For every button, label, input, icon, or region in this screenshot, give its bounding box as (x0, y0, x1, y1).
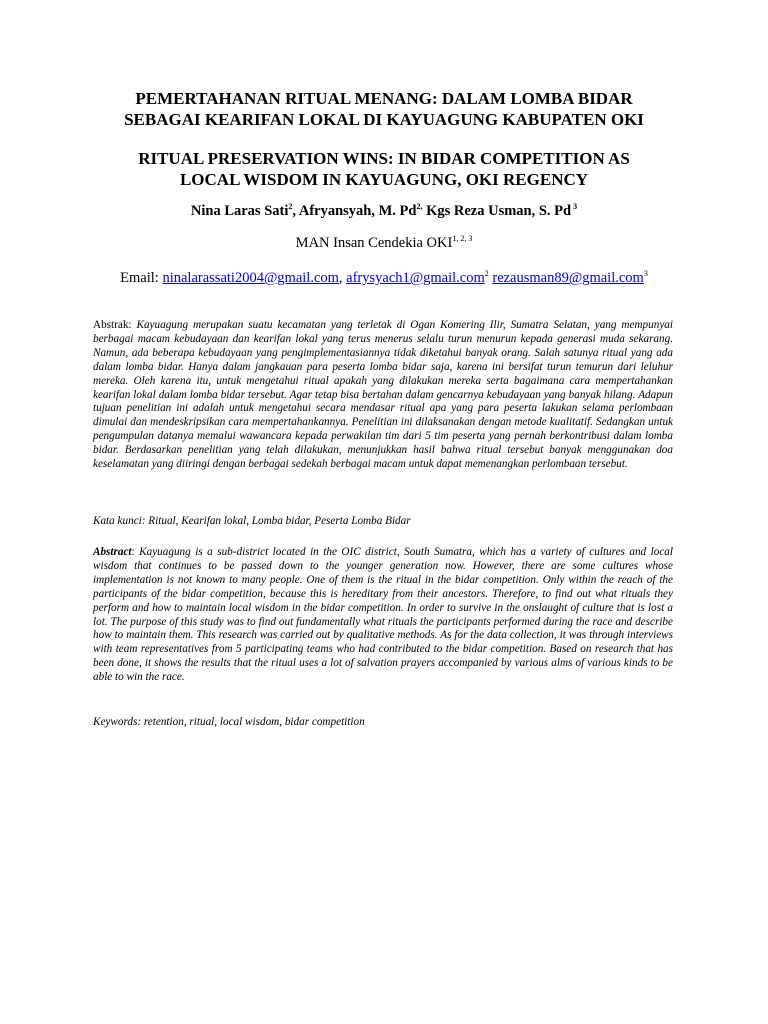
email-separator-1: , (338, 270, 347, 286)
affiliation-sup: 1, 2, 3 (452, 234, 473, 244)
email-label: Email: (120, 270, 163, 286)
keywords: Keywords: retention, ritual, local wisdom, bidar competition (93, 716, 365, 728)
title-indonesian (60, 88, 708, 130)
abstract-label: Abstract (93, 546, 132, 558)
abstract-english-text: Kayuagung is a sub-district located in the OIC district, South Sumatra, which has a variety of cultures and local wisdom that continues to be passed down to the younger generation now. However, there are some cultures whose implementation is not known to many people. One of them is the ritual in the bidar competition. Only within the reach of the participants of the bidar competition, because this is hereditary from their ancestors. Therefore, to find out what rituals they perform and how to maintain local wisdom in the bidar competition. In order to survive in the onslaught of culture that is lost a lot. The purpose of this study was to find out fundamentally what rituals the participants performed during the race and describe how to maintain them. This research was carried out by qualitative methods. As for the data collection, it was through interviews with team representatives from 5 participating teams who had contributed to the bidar competition. Based on research that has been done, it shows the results that the ritual uses a lot of salvation prayers accompanied by various alms of various kinds to be able to win the race. (93, 546, 674, 684)
kata-kunci: Kata kunci: Ritual, Kearifan lokal, Lomba bidar, Peserta Lomba Bidar (93, 515, 411, 527)
author-2: Afryansyah, M. Pd (298, 203, 417, 219)
title-indonesian-line-1: PEMERTAHANAN RITUAL MENANG: DALAM LOMBA BIDAR (135, 89, 633, 108)
affiliation (60, 235, 708, 252)
author-list (60, 203, 708, 220)
author-3-sup: 3 (571, 202, 578, 212)
author-1-sup: 2 (288, 202, 293, 212)
title-english-line-1: RITUAL PRESERVATION WINS: IN BIDAR COMPETITION AS (138, 149, 630, 168)
author-1: Nina Laras Sati (190, 203, 289, 219)
affiliation-text: MAN Insan Cendekia OKI (295, 235, 453, 251)
email-3-sup: 3 (643, 269, 648, 279)
email-2-sup: 2 (484, 269, 489, 279)
abstrak-paragraph (93, 319, 673, 472)
abstrak-colon: : (128, 319, 137, 331)
email-link-2[interactable]: afrysyach1@gmail.com (346, 270, 485, 286)
email-line (60, 270, 708, 287)
title-english (60, 148, 708, 190)
abstract-colon: : (131, 546, 140, 558)
email-link-1[interactable]: ninalarassati2004@gmail.com (162, 270, 339, 286)
author-separator-1: , (292, 203, 299, 219)
title-english-line-2: LOCAL WISDOM IN KAYUAGUNG, OKI REGENCY (179, 170, 589, 189)
abstract-english-paragraph (93, 546, 673, 685)
email-link-3[interactable]: rezausman89@gmail.com (492, 270, 644, 286)
abstrak-label: Abstrak (93, 319, 129, 331)
author-3: Kgs Reza Usman, S. Pd (426, 203, 572, 219)
abstrak-text: Kayuagung merupakan suatu kecamatan yang terletak di Ogan Komering Ilir, Sumatra Selatan, yang mempunyai berbagai macam kebudayaan dan kearifan lokal yang terus menerus selalu turun menurun kepada generasi muda sekarang. Namun, ada beberapa kebudayaan yang pengimplementasiannya tidak diketahui banyak orang. Salah satunya ritual yang ada dalam lomba bidar. Hanya dalam jangkauan para peserta lomba bidar saja, karena ini bersifat turun temurun dari leluhur mereka. Oleh karena itu, untuk mengetahui ritual apakah yang dilakukan mereka serta bagaimana cara mempertahankan kearifan lokal dalam lomba bidar tersebut. Agar tetap bisa bertahan dalam gencarnya kebudayaan yang banyak hilang. Adapun tujuan penelitian ini adalah untuk mengetahui secara mendasar ritual apa yang para peserta lakukan selama perlombaan dimulai dan mendeskripsikan cara mempertahankannya. Penelitian ini dilaksanakan dengan metode kualitatif. Sedangkan untuk pengumpulan datanya memalui wawancara kepada perwakilan tim dari 5 tim peserta yang pernah berkontribusi dalam lomba bidar. Berdasarkan penelitian yang telah dilakukan, menunjukkan hasil bahwa ritual tersebut banyak menggunakan doa keselamatan yang diiringi dengan berbagai sedekah berbagai macam untuk dapat memenangkan perlombaan tersebut. (93, 319, 674, 471)
title-indonesian-line-2: SEBAGAI KEARIFAN LOKAL DI KAYUAGUNG KABUPATEN OKI (124, 110, 644, 129)
author-2-sup: 2, (416, 202, 423, 212)
